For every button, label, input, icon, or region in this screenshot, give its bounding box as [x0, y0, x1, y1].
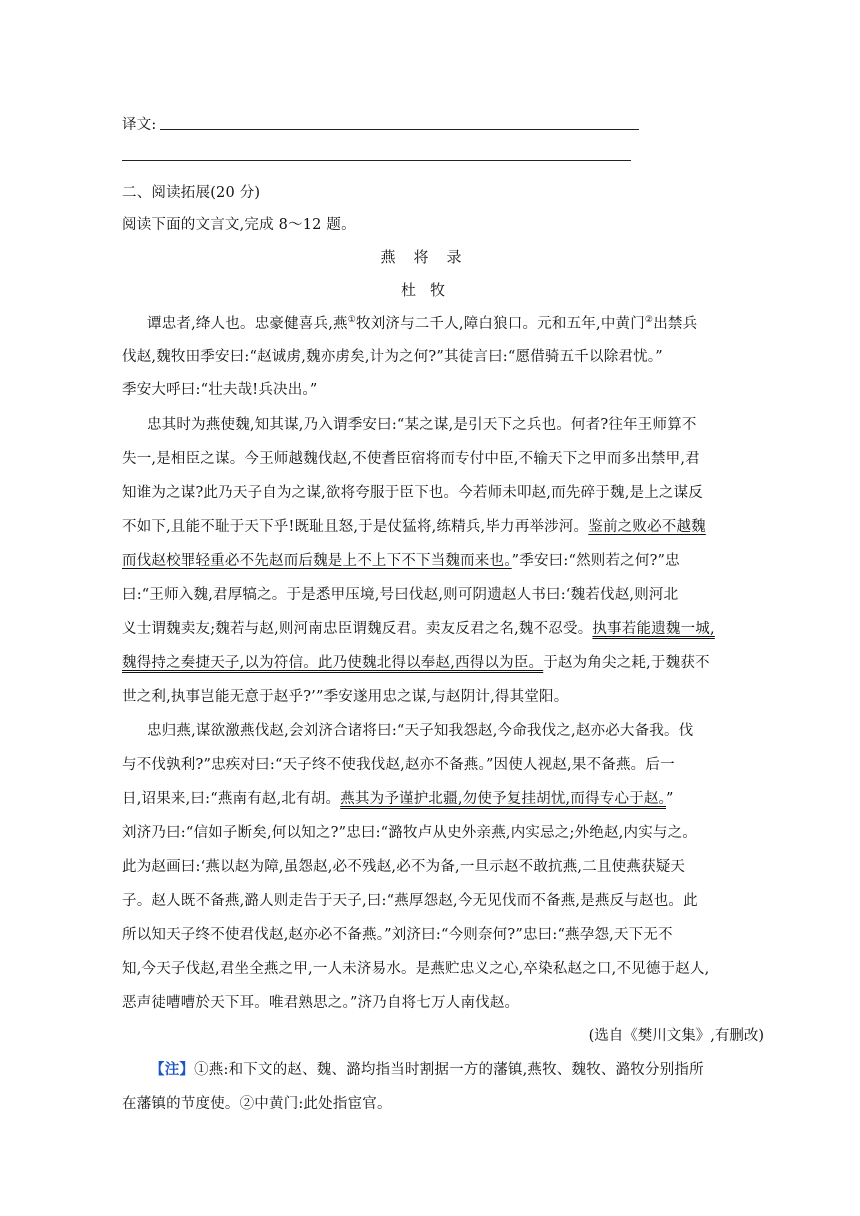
note-line: 在藩镇的节度使。②中黄门:此处指宦官。 — [122, 1096, 392, 1112]
underlined-sentence-break-cont: 而伐赵校罪轻重必不先赵而后魏是上不上下不下当魏而来也。 — [122, 553, 512, 569]
note-line: 【注】①燕:和下文的赵、魏、潞均指当时割据一方的藩镇,燕牧、魏牧、潞牧分别指所 — [150, 1061, 704, 1078]
article-line: 知,今天子伐赵,君坐全燕之甲,一人未济易水。是燕贮忠义之心,卒染私赵之口,不见德于赵人, — [122, 961, 710, 977]
translation-label: 译文: — [122, 117, 157, 133]
section-heading: 二、阅读拓展(20 分) — [122, 185, 261, 201]
article-line: 此为赵画曰:‘燕以赵为障,虽怨赵,必不残赵,必不为备,一旦示赵不敢抗燕,二且使燕获疑天 — [122, 859, 686, 875]
article-line: 忠归燕,谋欲激燕伐赵,会刘济合诸将曰:“天子知我怨赵,今命我伐之,赵亦必大备我。伐 — [147, 723, 694, 739]
article-line: 刘济乃曰:“信如子断矣,何以知之?”忠曰:“潞牧卢从史外亲燕,内实忌之;外绝赵,内实与之。 — [122, 825, 697, 841]
article-line: 子。赵人既不备燕,潞人则走告于天子,曰:“燕厚怨赵,今无见伐而不备燕,是燕反与赵也。此 — [122, 893, 698, 909]
article-line: 义士谓魏卖友;魏若与赵,则河南忠臣谓魏反君。卖友反君之名,魏不忍受。执事若能遗魏一城, — [122, 621, 715, 637]
note-label: 【注】 — [150, 1061, 195, 1078]
article-source: (选自《樊川文集》,有删改) — [588, 1028, 764, 1044]
translation-blank-1[interactable] — [160, 129, 639, 130]
article-line: 曰:“王师入魏,君厚犒之。于是悉甲压境,号曰伐赵,则可阴遗赵人书曰:‘魏若伐赵,则河北 — [122, 587, 679, 603]
article-line: 恶声徒嘈嘈於天下耳。唯君熟思之。”济乃自将七万人南伐赵。 — [122, 995, 520, 1011]
article-line: 伐赵,魏牧田季安曰:“赵诚虏,魏亦虏矣,计为之何?”其徒言曰:“愿借骑五千以除君忧。” — [122, 349, 663, 365]
article-line: 失一,是相臣之谋。今王师越魏伐赵,不使耆臣宿将而专付中臣,不输天下之甲而多出禁甲,君 — [122, 451, 700, 467]
article-line: 日,诏果来,曰:“燕南有赵,北有胡。燕其为予谨护北疆,勿使予复挂胡忧,而得专心于赵。” — [122, 791, 674, 807]
underlined-sentence-break: 鉴前之败必不越魏 — [588, 519, 706, 535]
article-title: 燕将录 — [380, 248, 480, 266]
article-author: 杜牧 — [400, 281, 459, 299]
article-line: 季安大呼曰:“壮夫哉!兵决出。” — [122, 382, 318, 398]
underlined-translation-sentence: 执事若能遗魏一城, — [592, 621, 715, 637]
article-line: 忠其时为燕使魏,知其谋,乃入谓季安曰:“某之谋,是引天下之兵也。何者?往年王师算不 — [147, 417, 697, 433]
translation-blank-2[interactable] — [122, 160, 631, 161]
article-line: 而伐赵校罪轻重必不先赵而后魏是上不上下不下当魏而来也。”季安曰:“然则若之何?”忠 — [122, 553, 680, 569]
article-line: 世之利,执事岂能无意于赵乎?’”季安遂用忠之谋,与赵阴计,得其堂阳。 — [122, 689, 569, 705]
article-line: 谭忠者,绛人也。忠豪健喜兵,燕①牧刘济与二千人,障白狼口。元和五年,中黄门②出禁兵 — [147, 315, 698, 332]
article-line: 所以知天子终不使君伐赵,赵亦必不备燕。”刘济曰:“今则奈何?”忠曰:“燕孕怨,天下无不 — [122, 927, 673, 943]
article-line: 知谁为之谋?此乃天子自为之谋,欲将夸服于臣下也。今若师未叩赵,而先碎于魏,是上之谋反 — [122, 485, 703, 501]
article-line: 与不伐孰利?”忠疾对曰:“天子终不使我伐赵,赵亦不备燕。”因使人视赵,果不备燕。后一 — [122, 757, 675, 773]
article-line: 魏得持之奏捷天子,以为符信。此乃使魏北得以奉赵,西得以为臣。于赵为角尖之耗,于魏获不 — [122, 655, 710, 671]
underlined-translation-sentence-2: 燕其为予谨护北疆,勿使予复挂胡忧,而得专心于赵。 — [340, 791, 667, 807]
article-line: 不如下,且能不耻于天下乎!既耻且怒,于是仗猛将,练精兵,毕力再举涉河。鉴前之败必不越魏 — [122, 519, 706, 535]
section-instruction: 阅读下面的文言文,完成 8～12 题。 — [122, 217, 356, 233]
underlined-translation-sentence-cont: 魏得持之奏捷天子,以为符信。此乃使魏北得以奉赵,西得以为臣。 — [122, 655, 544, 671]
